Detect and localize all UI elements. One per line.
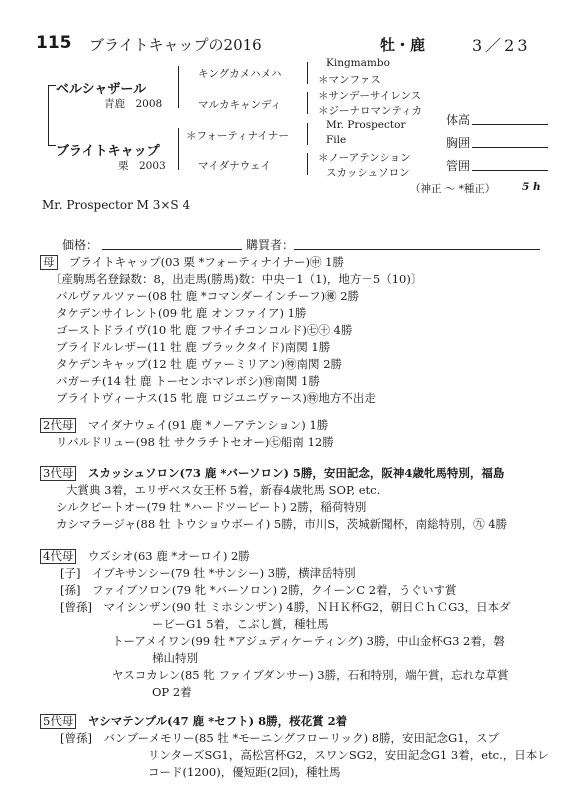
dam-section: [40, 254, 422, 407]
dam-name: ブライトキャップ: [56, 144, 160, 159]
fifth-dam-section: [40, 713, 549, 781]
dam-line: ゴーストドライヴ(10 牝 鹿 フサイチコンコルド)㊆㊉ 4勝: [56, 323, 353, 337]
gen3-line: シルクビートオー(79 牡 *ハードツービート) 2勝，稲荷特別: [56, 500, 367, 514]
section-label-gen2: 2代母: [40, 418, 76, 433]
gen3-5: Mr. Prospector: [326, 119, 406, 131]
sire-dam: マルカキャンディ: [198, 99, 282, 111]
dam-dam: マイダナウェイ: [198, 160, 271, 172]
sire-sire: キングカメハメハ: [198, 68, 282, 80]
dam-line: ブライトキャップ(03 栗 *フォーティナイナー)㊥ 1勝: [69, 255, 344, 269]
gen4-line: ービーG1 5着，こぶし賞，種牡馬: [152, 617, 329, 631]
horse-name: ブライトキャップの2016: [89, 36, 262, 54]
gen4-line: 梯山特別: [152, 651, 198, 665]
dam-line: ブライトヴィーナス(15 牝 鹿 ロジユニヴァース)㊕地方不出走: [56, 391, 376, 405]
gen3-6: File: [326, 134, 347, 146]
section-label-gen5: 5代母: [40, 714, 76, 729]
dam-line: タケデンサイレント(09 牝 鹿 オンファイア) 1勝: [56, 306, 307, 320]
gen2-line: マイダナウェイ(91 鹿 *ノーアテンション) 1勝: [87, 418, 329, 432]
dam-line: バルヴァルツァー(08 牡 鹿 *コマンダーインチーフ)㊝ 2勝: [56, 289, 360, 303]
sex-color: 牡・鹿: [380, 36, 426, 54]
gen3-7: ＊ノーアテンション: [318, 152, 411, 164]
gen4-line: [曾孫] マイシンザン(90 牡 ミホシンザン) 4勝，ＮＨＫ杯G2，朝日ＣｈＣG3，日本ダ: [60, 600, 511, 614]
gen4-line: ウズシオ(63 鹿 *オーロイ) 2勝: [87, 549, 250, 563]
sale-date: 3／23: [472, 36, 531, 55]
buyer-field: [294, 249, 540, 250]
dam-line: プライドルレザー(11 牡 鹿 ブラックタイド)南関 1勝: [56, 340, 331, 354]
lot-number: 115: [36, 33, 72, 53]
section-label-gen4: 4代母: [40, 549, 76, 564]
gen3-line: カシマラージャ(88 牡 トウショウボーイ) 5勝，市川S，茨城新聞杯，南総特別，㊈ 4勝: [56, 517, 508, 531]
section-label-gen3: 3代母: [40, 466, 76, 481]
second-dam-section: [40, 417, 334, 451]
gen2-line: リバルドリュー(98 牡 サクラチトセオー)㊆船南 12勝: [56, 435, 334, 449]
sire-info: 青鹿 2008: [104, 98, 163, 110]
dam-info: 栗 2003: [118, 160, 166, 172]
buyer-label: 購買者：: [246, 238, 295, 252]
gen5-line: コード(1200)，優短距(2回)，種牡馬: [148, 765, 341, 779]
pedigree-note: （神正 〜 *種正）: [410, 183, 496, 195]
height-label: 体高: [446, 113, 471, 127]
fourth-dam-section: [40, 548, 511, 701]
gen4-line: [子] イブキサンシー(79 牡 *サンシー) 3勝，横津岳特別: [60, 566, 356, 580]
gen3-4: ＊ジーナロマンティカ: [318, 105, 423, 117]
dam-sire: ＊フォーティナイナー: [186, 130, 289, 142]
dam-line: 〔産駒馬名登録数：8，出走馬(勝馬)数：中央－1（1)，地方－5（10)〕: [50, 272, 423, 286]
gen3-1: Kingmambo: [326, 57, 390, 69]
dam-line: バガーチ(14 牡 鹿 トーセンホマレボシ)㊕南関 1勝: [56, 374, 320, 388]
pedigree-note-tag: 5 h: [522, 181, 541, 193]
gen5-line: [曾孫] バンブーメモリー(85 牡 *モーニングフローリック) 8勝，安田記念G1，スプ: [60, 731, 500, 745]
gen5-line: ヤシマテンプル(47 鹿 *セフト) 8勝，桜花賞 2着: [87, 714, 348, 728]
price-label: 価格：: [62, 238, 99, 252]
gen4-line: OP 2着: [152, 685, 192, 699]
cannon-label: 管囲: [446, 159, 471, 173]
price-field: [102, 249, 242, 250]
section-label-dam: 母: [40, 255, 58, 270]
gen5-line: リンターズSG1，高松宮杯G2，スワンSG2，安田記念G1 3着，etc.，日本レ: [148, 748, 549, 762]
gen4-line: トーアメイワン(99 牡 *アジュディケーティング) 3勝，中山金杯G3 2着，磐: [112, 634, 505, 648]
gen3-3: ＊サンデーサイレンス: [318, 90, 422, 102]
third-dam-section: [40, 465, 507, 533]
gen4-line: ヤスコカレン(85 牝 ファイブダンサー) 3勝，石和特別，端午賞，忘れな草賞: [112, 668, 509, 682]
gen3-2: ＊マンファス: [318, 74, 381, 86]
sire-name: ベルシャザール: [56, 82, 147, 97]
girth-label: 胸囲: [446, 136, 471, 150]
gen3-line: スカッシュソロン(73 鹿 *バーソロン) 5勝，安田記念，阪神4歳牝馬特別，福島: [87, 466, 505, 480]
gen3-line: 大賞典 3着，エリザベス女王杯 5着，新春4歳牝馬 SOP, etc.: [66, 483, 381, 497]
gen4-line: [孫] ファイブソロン(79 牝 *バーソロン) 2勝，クイーンC 2着，うぐいす賞: [60, 583, 457, 597]
dam-line: タケデンキャップ(12 牡 鹿 ヴァーミリアン)㊕南関 2勝: [56, 357, 343, 371]
gen3-8: スカッシュソロン: [326, 167, 410, 179]
inbreeding-note: Mr. Prospector M 3×S 4: [42, 198, 191, 212]
